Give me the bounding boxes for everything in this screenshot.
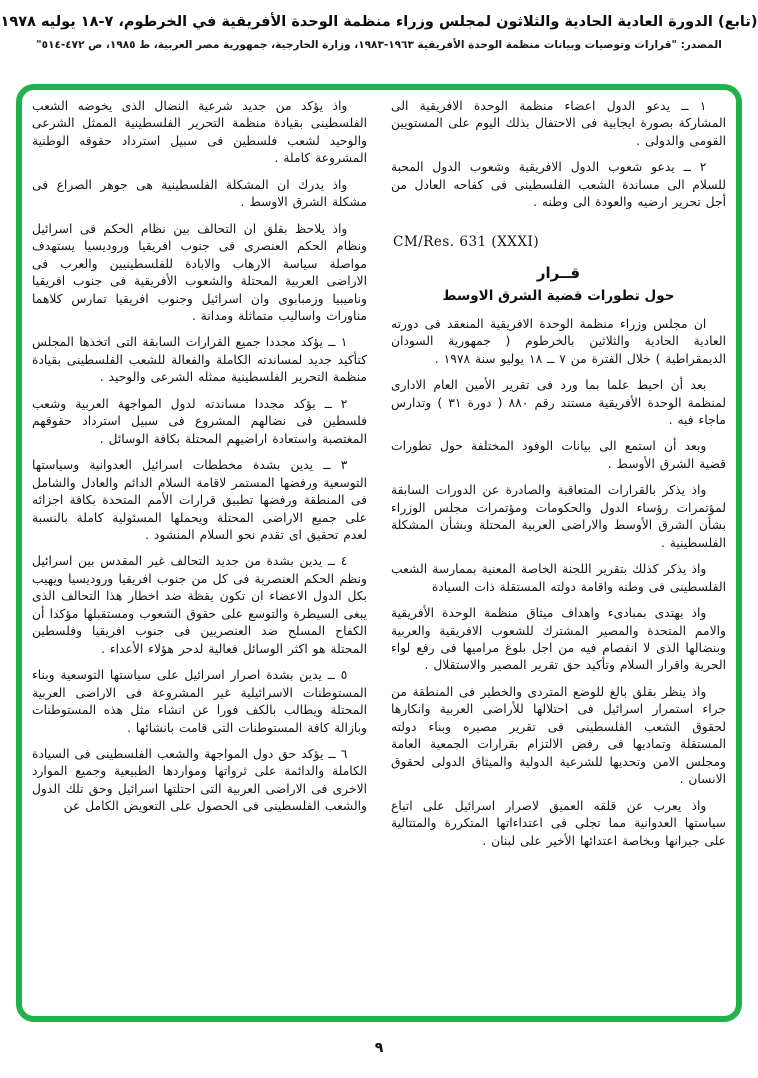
preamble-paragraph: واذ يدرك ان المشكلة الفلسطينية هى جوهر الصراع فى مشكلة الشرق الاوسط . — [32, 177, 367, 210]
preamble-paragraph: وبعد أن استمع الى بيانات الوفود المختلفة حول تطورات قضية الشرق الأوسط . — [391, 439, 726, 471]
two-column-layout — [32, 98, 726, 1010]
column-left — [32, 98, 367, 1010]
preamble-paragraph: واذ يذكر بالقرارات المتعاقبة والصادرة عن الدورات السابقة لمؤتمرات رؤساء الدول والحكومات ومؤتمرات مجلس الوزراء بشأن الشرق الأوسط والاراضى العربية المحتلة وبشأن المشكلة الفلسطينية . — [391, 483, 726, 550]
preamble-paragraph: بعد أن احيط علما بما ورد فى تقرير الأمين العام الادارى لمنظمة الوحدة الأفريقية مستند رقم ٨٨٠ ( دورة ٣١ ) وتدارس ماجاء فيه . — [391, 378, 727, 427]
operative-item: ٣ ــ يدين بشدة مخططات اسرائيل العدوانية وسياستها التوسعية ورفضها المستمر لاقامة السلام الدائم والعادل والشامل فى المنطقة ورفضها تطبيق قرارات الأمم المتحدة بكافة اجزائه على جميع الاراضى المحتلة ويحملها المسئولية كاملة بالنسبة لعدم تحقيق اى تقدم نحو السلام المنشود . — [32, 458, 367, 542]
resolution-title: قــرار — [536, 263, 581, 282]
operative-item: ٢ ــ يؤكد مجددا مساندته لدول المواجهة العربية وشعب فلسطين فى نضالهم المشروع فى سبيل استرداد حقوقهم المغتصبة واستعادة اراضيهم المحتلة بكافة الوسائل . — [32, 396, 367, 446]
source-citation: المصدر: "قرارات وتوصيات وبيانات منظمة الوحدة الأفريقية ١٩٦٣-١٩٨٣، وزارة الخارجية، جمهورية مصر العربية، ط ١٩٨٥، ص ٤٧٢-٥١٤" — [36, 39, 722, 52]
resolution-subtitle: حول تطورات قضية الشرق الاوسط — [442, 287, 675, 304]
preamble-paragraph: واذ ينظر بقلق بالغ للوضع المتردى والخطير فى المنطقة من جراء استمرار اسرائيل فى احتلالها للأراضى العربية وانكارها لحقوق الشعب الفلسطينى فى تقرير مصيره وبناء دولته المستقلة وتماديها فى رفض الالتزام بقرارات الجمعية العامة ومجلس الامن وتحديها للشرعية الدولية والميثاق الدولى لحقوق الانسان . — [391, 684, 726, 787]
preamble-paragraph: واذ يذكر كذلك بتقرير اللجنة الخاصة المعنية بممارسة الشعب الفلسطينى فى وطنه واقامة دولته المستقلة ذات السيادة — [391, 562, 726, 594]
page-number: ٩ — [374, 1040, 384, 1056]
resolution-green-box — [16, 84, 742, 1022]
preamble-paragraph: واذ يعرب عن قلقه العميق لاصرار اسرائيل على اتباع سياستها العدوانية مما تجلى فى اعتداءاتها المتكررة والمتتالية على جيرانها وبخاصة اعتدائها الأخير على لبنان . — [391, 798, 726, 848]
operative-item-prev-resolution: ١ ــ يدعو الدول اعضاء منظمة الوحدة الافريقية الى المشاركة بصورة ايجابية فى الاحتفال بذلك اليوم على المستويين القومى والدولى . — [391, 99, 726, 148]
operative-item: ٦ ــ يؤكد حق دول المواجهة والشعب الفلسطينى فى السيادة الكاملة والدائمة على ثرواتها ومواردها الطبيعية وجميع الموارد الاخرى فى الاراضى العربية التى احتلتها اسرائيل وحق تلك الدول والشعب الفلسطينى فى الحصول على التعويض الكامل عن — [32, 746, 367, 814]
preamble-paragraph: واذ يؤكد من جديد شرعية النضال الذى يخوضه الشعب الفلسطينى بقيادة منظمة التحرير الفلسطينية الممثل الشرعى والوحيد لشعب فلسطين فى سبيل استرداد حقوقه الوطنية المشروعة كاملة . — [32, 99, 367, 166]
resolution-reference: CM/Res. 631 (XXXI) — [393, 233, 540, 250]
operative-item: ١ ــ يؤكد مجددا جميع القرارات السابقة التى اتخذها المجلس كتأكيد جديد لمساندته الكاملة والفعالة للشعب الفلسطينى بقيادة منظمة التحرير الفلسطينية ممثله الشرعى والوحيد . — [32, 335, 367, 385]
page-header — [0, 0, 758, 51]
operative-item: ٥ ــ يدين بشدة اصرار اسرائيل على سياستها التوسعية وبناء المستوطنات الاسرائيلية غير المشروعة فى الاراضى العربية المحتلة ويطالب بالكف فورا عن انشاء مثل هذه المستوطنات وبازالة كافة المستوطنات التى قامت بانشائها . — [32, 668, 367, 735]
preamble-paragraph: واذ يلاحظ بقلق ان التحالف بين نظام الحكم فى اسرائيل ونظام الحكم العنصرى فى جنوب افريقيا وروديسيا يستهدف مواصلة سياسة الارهاب والابادة للفلسطينيين والعرب فى الاراضى العربية المحتلة والشعوب الأفريقية فى جنوب افريقيا وناميبيا وزمبابوى وان اسرائيل وجنوب افريقيا تمارس كلاهما مناورات واساليب متماثلة ومدانة . — [32, 221, 367, 323]
operative-item: ٤ ــ يدين بشدة من جديد التحالف غير المقدس بين اسرائيل ونظم الحكم العنصرية فى كل من جنوب افريقيا وروديسيا ويهيب بكل الدول الاعضاء ان تكون يقظة ضد اخطار هذا التحالف الذى يبغى السيطرة والتوسع على حقوق الشعوب ومستقبلها مؤكدا أن الكفاح المسلح ضد العنصريين فى جنوب افريقيا وفلسطين المحتلة هو اكثر الوسائل فعالية لدحر هؤلاء الأعداء . — [32, 554, 367, 656]
column-right — [391, 98, 726, 1010]
operative-item-prev-resolution: ٢ ــ يدعو شعوب الدول الافريقية وشعوب الدول المحبة للسلام الى مساندة الشعب الفلسطينى فى كفاحه العادل من أجل تحرير ارضيه والعودة الى وطنه . — [391, 160, 726, 210]
preamble-paragraph: واذ يهتدى بمبادىء واهداف ميثاق منظمة الوحدة الأفريقية والامم المتحدة والمصير المشترك للشعوب الافريقية والعربية وبنضالها الذى لا انفصام فيه من اجل بلوغ مراميها فى رفع لواء الحرية واقرار السلام وتأكيد حق تقرير المصير والاستقلال . — [391, 606, 726, 673]
session-title: (تابع) الدورة العادية الحادية والثلاثون لمجلس وزراء منظمة الوحدة الأفريقية في الخرطوم، ٧-١٨ يوليه ١٩٧٨ — [0, 14, 758, 30]
preamble-paragraph: ان مجلس وزراء منظمة الوحدة الافريقية المنعقد فى دورته العادية الحادية والثلاثين بالخرطوم ( جمهورية السودان الديمقراطية ) خلال الفترة من ٧ ــ ١٨ يوليو سنة ١٩٧٨ . — [391, 316, 726, 366]
